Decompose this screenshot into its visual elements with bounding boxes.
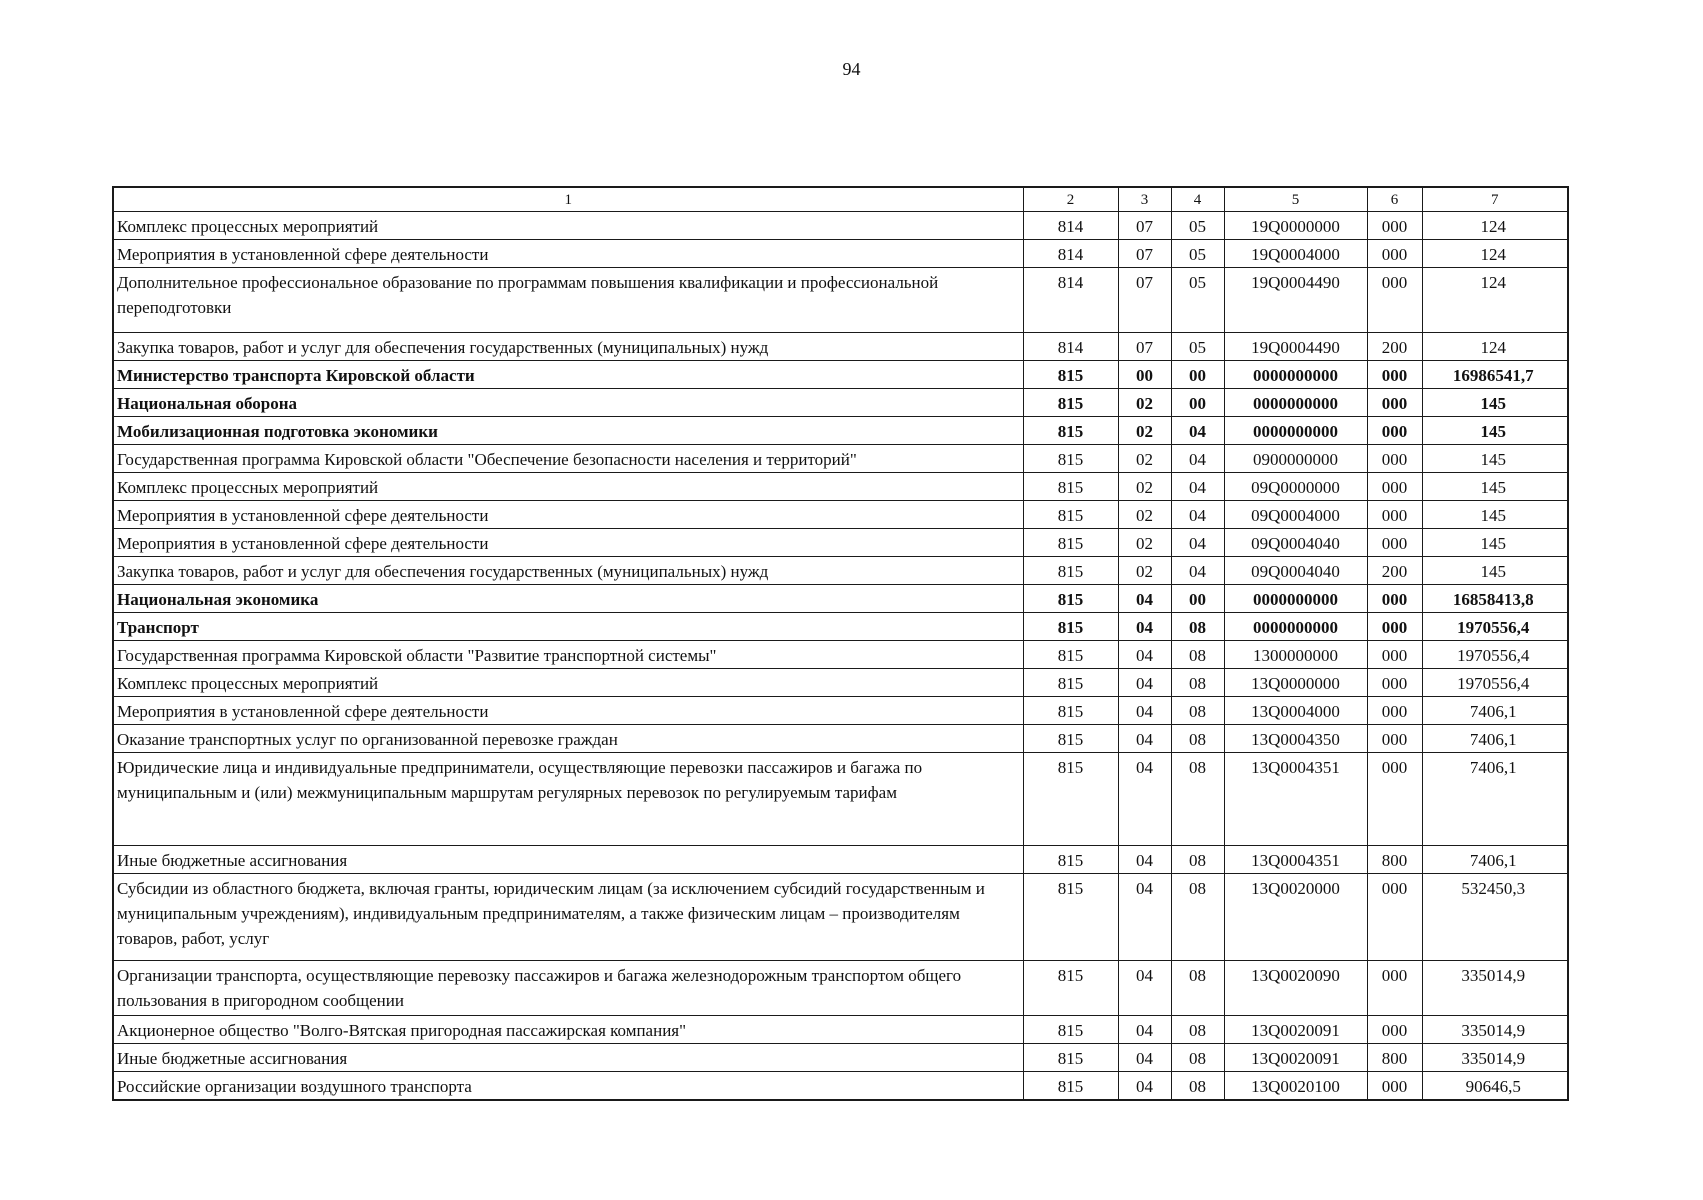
row-ministry-code-cell: 815	[1023, 613, 1118, 641]
row-amount-cell: 145	[1422, 473, 1568, 501]
row-section-code-cell: 04	[1118, 585, 1171, 613]
table-row	[113, 529, 1568, 557]
row-expense-type-cell: 000	[1367, 874, 1422, 961]
table-header-row	[113, 187, 1568, 212]
row-amount-cell: 90646,5	[1422, 1072, 1568, 1101]
row-section-code-cell: 02	[1118, 501, 1171, 529]
row-target-article-cell: 19Q0004490	[1224, 268, 1367, 333]
table-row	[113, 1016, 1568, 1044]
row-name-cell: Акционерное общество "Волго-Вятская пригородная пассажирская компания"	[113, 1016, 1023, 1044]
row-subsection-code-cell: 08	[1171, 846, 1224, 874]
table-row	[113, 697, 1568, 725]
row-section-code-cell: 04	[1118, 1016, 1171, 1044]
row-subsection-code-cell: 05	[1171, 268, 1224, 333]
table-row	[113, 557, 1568, 585]
row-expense-type-cell: 800	[1367, 846, 1422, 874]
row-name-cell: Мероприятия в установленной сфере деятельности	[113, 240, 1023, 268]
row-section-code-cell: 04	[1118, 725, 1171, 753]
row-ministry-code-cell: 815	[1023, 585, 1118, 613]
row-amount-cell: 16986541,7	[1422, 361, 1568, 389]
row-subsection-code-cell: 08	[1171, 641, 1224, 669]
table-row	[113, 1044, 1568, 1072]
table-row	[113, 389, 1568, 417]
row-amount-cell: 124	[1422, 268, 1568, 333]
row-expense-type-cell: 000	[1367, 417, 1422, 445]
row-subsection-code-cell: 08	[1171, 725, 1224, 753]
column-header: 1	[113, 187, 1023, 212]
row-ministry-code-cell: 815	[1023, 473, 1118, 501]
row-target-article-cell: 13Q0020100	[1224, 1072, 1367, 1101]
row-subsection-code-cell: 08	[1171, 1044, 1224, 1072]
page-number: 94	[842, 59, 861, 79]
row-amount-cell: 145	[1422, 557, 1568, 585]
row-amount-cell: 145	[1422, 501, 1568, 529]
row-target-article-cell: 0000000000	[1224, 361, 1367, 389]
row-name-cell: Закупка товаров, работ и услуг для обеспечения государственных (муниципальных) нужд	[113, 333, 1023, 361]
row-target-article-cell: 0900000000	[1224, 445, 1367, 473]
column-header: 5	[1224, 187, 1367, 212]
row-ministry-code-cell: 815	[1023, 501, 1118, 529]
table-row	[113, 1072, 1568, 1101]
row-expense-type-cell: 000	[1367, 725, 1422, 753]
row-expense-type-cell: 000	[1367, 669, 1422, 697]
row-section-code-cell: 07	[1118, 268, 1171, 333]
table-row	[113, 874, 1568, 961]
row-target-article-cell: 13Q0020091	[1224, 1016, 1367, 1044]
column-header: 6	[1367, 187, 1422, 212]
row-amount-cell: 7406,1	[1422, 697, 1568, 725]
row-amount-cell: 335014,9	[1422, 1016, 1568, 1044]
row-expense-type-cell: 000	[1367, 585, 1422, 613]
row-subsection-code-cell: 05	[1171, 240, 1224, 268]
table-row	[113, 753, 1568, 846]
row-section-code-cell: 04	[1118, 613, 1171, 641]
row-ministry-code-cell: 814	[1023, 212, 1118, 240]
row-section-code-cell: 04	[1118, 961, 1171, 1016]
row-ministry-code-cell: 815	[1023, 874, 1118, 961]
row-amount-cell: 1970556,4	[1422, 613, 1568, 641]
row-amount-cell: 1970556,4	[1422, 669, 1568, 697]
table-row	[113, 585, 1568, 613]
row-amount-cell: 1970556,4	[1422, 641, 1568, 669]
row-section-code-cell: 02	[1118, 389, 1171, 417]
row-section-code-cell: 04	[1118, 874, 1171, 961]
table-row	[113, 361, 1568, 389]
row-name-cell: Иные бюджетные ассигнования	[113, 1044, 1023, 1072]
row-amount-cell: 532450,3	[1422, 874, 1568, 961]
row-amount-cell: 145	[1422, 445, 1568, 473]
row-subsection-code-cell: 04	[1171, 473, 1224, 501]
table-row	[113, 641, 1568, 669]
row-target-article-cell: 09Q0004040	[1224, 529, 1367, 557]
row-subsection-code-cell: 08	[1171, 874, 1224, 961]
column-header: 2	[1023, 187, 1118, 212]
row-target-article-cell: 13Q0000000	[1224, 669, 1367, 697]
row-expense-type-cell: 000	[1367, 753, 1422, 846]
row-ministry-code-cell: 815	[1023, 961, 1118, 1016]
row-target-article-cell: 13Q0020091	[1224, 1044, 1367, 1072]
row-subsection-code-cell: 04	[1171, 501, 1224, 529]
row-expense-type-cell: 000	[1367, 445, 1422, 473]
table-row	[113, 501, 1568, 529]
row-amount-cell: 124	[1422, 333, 1568, 361]
row-name-cell: Иные бюджетные ассигнования	[113, 846, 1023, 874]
row-amount-cell: 335014,9	[1422, 961, 1568, 1016]
table-row	[113, 961, 1568, 1016]
table-body	[113, 212, 1568, 1101]
row-target-article-cell: 0000000000	[1224, 389, 1367, 417]
table-row	[113, 445, 1568, 473]
row-subsection-code-cell: 08	[1171, 613, 1224, 641]
row-section-code-cell: 02	[1118, 557, 1171, 585]
row-expense-type-cell: 200	[1367, 333, 1422, 361]
row-name-cell: Российские организации воздушного транспорта	[113, 1072, 1023, 1101]
row-expense-type-cell: 000	[1367, 697, 1422, 725]
row-target-article-cell: 09Q0004040	[1224, 557, 1367, 585]
row-ministry-code-cell: 815	[1023, 846, 1118, 874]
row-name-cell: Мобилизационная подготовка экономики	[113, 417, 1023, 445]
row-expense-type-cell: 000	[1367, 389, 1422, 417]
row-subsection-code-cell: 04	[1171, 445, 1224, 473]
row-name-cell: Оказание транспортных услуг по организованной перевозке граждан	[113, 725, 1023, 753]
row-section-code-cell: 04	[1118, 1072, 1171, 1101]
table-row	[113, 333, 1568, 361]
row-amount-cell: 7406,1	[1422, 725, 1568, 753]
row-target-article-cell: 19Q0000000	[1224, 212, 1367, 240]
row-section-code-cell: 04	[1118, 641, 1171, 669]
row-subsection-code-cell: 05	[1171, 333, 1224, 361]
row-ministry-code-cell: 815	[1023, 725, 1118, 753]
table-row	[113, 268, 1568, 333]
row-amount-cell: 7406,1	[1422, 753, 1568, 846]
table-row	[113, 212, 1568, 240]
row-target-article-cell: 0000000000	[1224, 417, 1367, 445]
row-target-article-cell: 13Q0004351	[1224, 753, 1367, 846]
column-header: 3	[1118, 187, 1171, 212]
row-section-code-cell: 02	[1118, 529, 1171, 557]
row-expense-type-cell: 000	[1367, 361, 1422, 389]
row-subsection-code-cell: 00	[1171, 585, 1224, 613]
row-name-cell: Комплекс процессных мероприятий	[113, 669, 1023, 697]
row-section-code-cell: 02	[1118, 473, 1171, 501]
row-subsection-code-cell: 00	[1171, 361, 1224, 389]
row-expense-type-cell: 000	[1367, 529, 1422, 557]
row-target-article-cell: 13Q0004351	[1224, 846, 1367, 874]
row-target-article-cell: 09Q0000000	[1224, 473, 1367, 501]
row-expense-type-cell: 000	[1367, 961, 1422, 1016]
row-target-article-cell: 13Q0004350	[1224, 725, 1367, 753]
row-expense-type-cell: 000	[1367, 473, 1422, 501]
row-name-cell: Юридические лица и индивидуальные предприниматели, осуществляющие перевозки пассажиров и багажа по муниципальным и (или) межмуниципальным маршрутам регулярных перевозок по регулируемым тарифам	[113, 753, 1023, 846]
row-ministry-code-cell: 815	[1023, 361, 1118, 389]
row-subsection-code-cell: 04	[1171, 529, 1224, 557]
row-section-code-cell: 04	[1118, 753, 1171, 846]
row-expense-type-cell: 000	[1367, 268, 1422, 333]
table-row	[113, 725, 1568, 753]
row-ministry-code-cell: 815	[1023, 417, 1118, 445]
table-row	[113, 240, 1568, 268]
row-subsection-code-cell: 00	[1171, 389, 1224, 417]
row-expense-type-cell: 000	[1367, 240, 1422, 268]
row-target-article-cell: 0000000000	[1224, 585, 1367, 613]
row-expense-type-cell: 000	[1367, 501, 1422, 529]
row-section-code-cell: 07	[1118, 212, 1171, 240]
row-name-cell: Национальная экономика	[113, 585, 1023, 613]
row-expense-type-cell: 000	[1367, 1072, 1422, 1101]
table-row	[113, 613, 1568, 641]
row-section-code-cell: 04	[1118, 669, 1171, 697]
row-expense-type-cell: 000	[1367, 1016, 1422, 1044]
row-subsection-code-cell: 08	[1171, 1016, 1224, 1044]
row-target-article-cell: 13Q0020000	[1224, 874, 1367, 961]
budget-table-container	[112, 186, 1567, 1101]
row-expense-type-cell: 000	[1367, 613, 1422, 641]
row-ministry-code-cell: 815	[1023, 1016, 1118, 1044]
row-ministry-code-cell: 815	[1023, 445, 1118, 473]
row-amount-cell: 7406,1	[1422, 846, 1568, 874]
row-subsection-code-cell: 04	[1171, 417, 1224, 445]
row-name-cell: Национальная оборона	[113, 389, 1023, 417]
row-section-code-cell: 04	[1118, 697, 1171, 725]
row-ministry-code-cell: 815	[1023, 529, 1118, 557]
row-name-cell: Государственная программа Кировской области "Обеспечение безопасности населения и территорий"	[113, 445, 1023, 473]
row-amount-cell: 335014,9	[1422, 1044, 1568, 1072]
row-target-article-cell: 19Q0004490	[1224, 333, 1367, 361]
row-name-cell: Комплекс процессных мероприятий	[113, 212, 1023, 240]
row-name-cell: Субсидии из областного бюджета, включая гранты, юридическим лицам (за исключением субсидий государственным и муниципальным учреждениям), индивидуальным предпринимателям, а также физическим лицам – производителям товаров, работ, услуг	[113, 874, 1023, 961]
row-subsection-code-cell: 08	[1171, 1072, 1224, 1101]
row-name-cell: Мероприятия в установленной сфере деятельности	[113, 697, 1023, 725]
row-name-cell: Дополнительное профессиональное образование по программам повышения квалификации и профессиональной переподготовки	[113, 268, 1023, 333]
row-subsection-code-cell: 08	[1171, 753, 1224, 846]
row-target-article-cell: 0000000000	[1224, 613, 1367, 641]
row-ministry-code-cell: 815	[1023, 669, 1118, 697]
row-amount-cell: 145	[1422, 529, 1568, 557]
row-ministry-code-cell: 815	[1023, 697, 1118, 725]
row-name-cell: Закупка товаров, работ и услуг для обеспечения государственных (муниципальных) нужд	[113, 557, 1023, 585]
row-subsection-code-cell: 08	[1171, 669, 1224, 697]
column-header: 7	[1422, 187, 1568, 212]
row-section-code-cell: 07	[1118, 333, 1171, 361]
row-target-article-cell: 09Q0004000	[1224, 501, 1367, 529]
row-ministry-code-cell: 815	[1023, 753, 1118, 846]
budget-table	[112, 186, 1569, 1101]
row-ministry-code-cell: 815	[1023, 557, 1118, 585]
row-name-cell: Мероприятия в установленной сфере деятельности	[113, 501, 1023, 529]
row-section-code-cell: 02	[1118, 445, 1171, 473]
row-name-cell: Транспорт	[113, 613, 1023, 641]
row-subsection-code-cell: 08	[1171, 697, 1224, 725]
row-section-code-cell: 00	[1118, 361, 1171, 389]
row-ministry-code-cell: 815	[1023, 1072, 1118, 1101]
row-section-code-cell: 04	[1118, 846, 1171, 874]
row-section-code-cell: 04	[1118, 1044, 1171, 1072]
row-amount-cell: 145	[1422, 389, 1568, 417]
row-expense-type-cell: 200	[1367, 557, 1422, 585]
row-section-code-cell: 02	[1118, 417, 1171, 445]
row-ministry-code-cell: 815	[1023, 641, 1118, 669]
column-header: 4	[1171, 187, 1224, 212]
row-expense-type-cell: 800	[1367, 1044, 1422, 1072]
row-expense-type-cell: 000	[1367, 212, 1422, 240]
row-ministry-code-cell: 815	[1023, 1044, 1118, 1072]
table-row	[113, 473, 1568, 501]
row-target-article-cell: 1300000000	[1224, 641, 1367, 669]
row-amount-cell: 124	[1422, 212, 1568, 240]
row-target-article-cell: 13Q0004000	[1224, 697, 1367, 725]
table-row	[113, 417, 1568, 445]
row-ministry-code-cell: 815	[1023, 389, 1118, 417]
row-section-code-cell: 07	[1118, 240, 1171, 268]
row-name-cell: Мероприятия в установленной сфере деятельности	[113, 529, 1023, 557]
row-name-cell: Министерство транспорта Кировской области	[113, 361, 1023, 389]
row-target-article-cell: 19Q0004000	[1224, 240, 1367, 268]
row-subsection-code-cell: 08	[1171, 961, 1224, 1016]
row-subsection-code-cell: 05	[1171, 212, 1224, 240]
row-name-cell: Государственная программа Кировской области "Развитие транспортной системы"	[113, 641, 1023, 669]
table-row	[113, 669, 1568, 697]
row-amount-cell: 145	[1422, 417, 1568, 445]
row-subsection-code-cell: 04	[1171, 557, 1224, 585]
row-name-cell: Организации транспорта, осуществляющие перевозку пассажиров и багажа железнодорожным транспортом общего пользования в пригородном сообщении	[113, 961, 1023, 1016]
row-ministry-code-cell: 814	[1023, 333, 1118, 361]
row-amount-cell: 124	[1422, 240, 1568, 268]
table-row	[113, 846, 1568, 874]
row-expense-type-cell: 000	[1367, 641, 1422, 669]
row-amount-cell: 16858413,8	[1422, 585, 1568, 613]
row-target-article-cell: 13Q0020090	[1224, 961, 1367, 1016]
row-ministry-code-cell: 814	[1023, 240, 1118, 268]
row-ministry-code-cell: 814	[1023, 268, 1118, 333]
row-name-cell: Комплекс процессных мероприятий	[113, 473, 1023, 501]
